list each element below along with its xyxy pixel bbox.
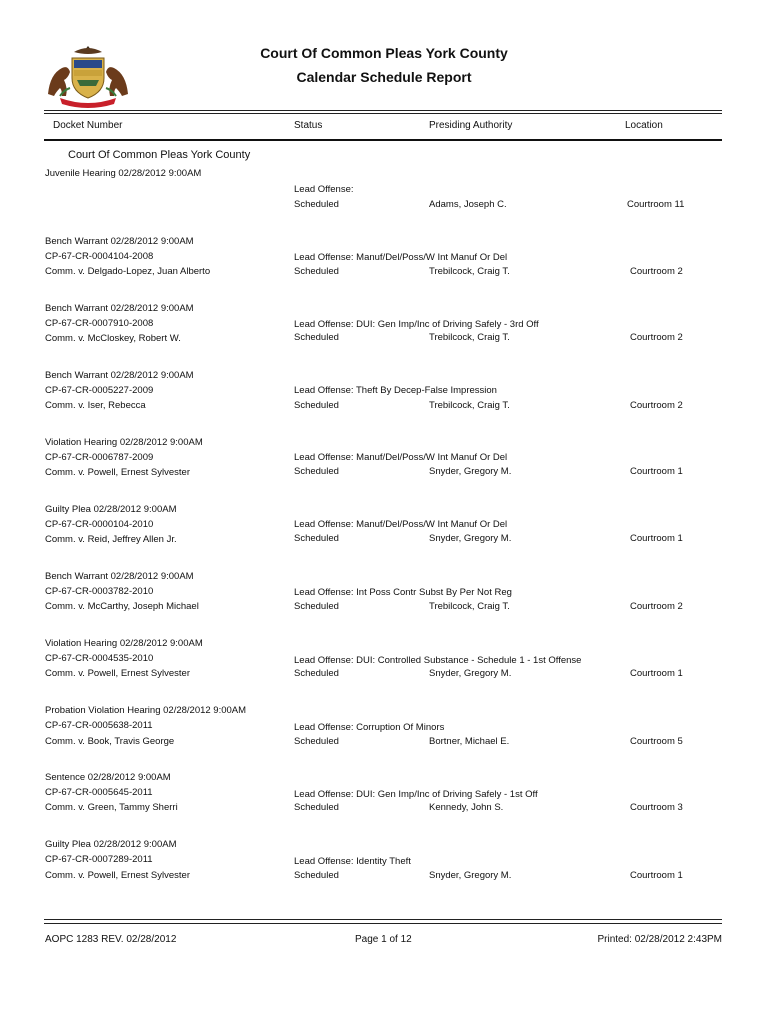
presiding-judge: Snyder, Gregory M. [429,870,512,881]
status-value: Scheduled [294,802,339,813]
schedule-entry [0,772,768,832]
docket-number: CP-67-CR-0007910-2008 [45,318,154,329]
lead-offense: Lead Offense: Identity Theft [294,856,411,867]
report-title: Calendar Schedule Report [296,69,472,85]
case-caption: Comm. v. Iser, Rebecca [45,400,146,411]
location-value: Courtroom 1 [630,533,683,544]
lead-offense: Lead Offense: [294,184,354,195]
presiding-judge: Snyder, Gregory M. [429,668,512,679]
presiding-judge: Snyder, Gregory M. [429,466,512,477]
status-value: Scheduled [294,466,339,477]
schedule-entry [0,303,768,363]
presiding-judge: Kennedy, John S. [429,802,504,813]
schedule-entry [0,504,768,564]
hearing-type-date: Guilty Plea 02/28/2012 9:00AM [45,504,177,515]
docket-number: CP-67-CR-0005645-2011 [45,787,153,798]
schedule-entry [0,236,768,296]
docket-number: CP-67-CR-0000104-2010 [45,519,154,530]
page-number: Page 1 of 12 [355,934,412,945]
hearing-type-date: Sentence 02/28/2012 9:00AM [45,772,171,783]
column-header-status: Status [294,120,323,131]
hearing-type-date: Probation Violation Hearing 02/28/2012 9:00AM [45,705,247,716]
lead-offense: Lead Offense: DUI: Controlled Substance - Schedule 1 - 1st Offense [294,655,582,666]
schedule-entry [0,839,768,899]
case-caption: Comm. v. McCloskey, Robert W. [45,333,181,344]
case-caption: Comm. v. Reid, Jeffrey Allen Jr. [45,534,177,545]
hearing-type-date: Juvenile Hearing 02/28/2012 9:00AM [45,168,202,179]
location-value: Courtroom 1 [630,668,683,679]
footer-rule-bottom [44,923,722,924]
printed-timestamp: Printed: 02/28/2012 2:43PM [597,934,722,945]
status-value: Scheduled [294,400,339,411]
hearing-type-date: Guilty Plea 02/28/2012 9:00AM [45,839,177,850]
docket-number: CP-67-CR-0006787-2009 [45,452,154,463]
location-value: Courtroom 1 [630,466,683,477]
hearing-type-date: Bench Warrant 02/28/2012 9:00AM [45,370,194,381]
case-caption: Comm. v. Powell, Ernest Sylvester [45,668,191,679]
docket-number: CP-67-CR-0005638-2011 [45,720,153,731]
schedule-entry [0,571,768,631]
status-value: Scheduled [294,736,339,747]
column-header-authority: Presiding Authority [429,120,513,131]
status-value: Scheduled [294,199,339,210]
schedule-entry [0,705,768,765]
presiding-judge: Trebilcock, Craig T. [429,332,510,343]
docket-number: CP-67-CR-0004104-2008 [45,251,154,262]
case-caption: Comm. v. McCarthy, Joseph Michael [45,601,199,612]
lead-offense: Lead Offense: DUI: Gen Imp/Inc of Driving Safely - 3rd Off [294,319,539,330]
case-caption: Comm. v. Delgado-Lopez, Juan Alberto [45,266,211,277]
lead-offense: Lead Offense: Theft By Decep-False Impression [294,385,497,396]
docket-number: CP-67-CR-0004535-2010 [45,653,154,664]
docket-number: CP-67-CR-0007289-2011 [45,854,153,865]
location-value: Courtroom 2 [630,601,683,612]
case-caption: Comm. v. Book, Travis George [45,736,175,747]
schedule-entry [0,437,768,497]
location-value: Courtroom 11 [627,199,685,210]
hearing-type-date: Bench Warrant 02/28/2012 9:00AM [45,571,194,582]
location-value: Courtroom 2 [630,400,683,411]
schedule-entry [0,370,768,430]
lead-offense: Lead Offense: Int Poss Contr Subst By Per Not Reg [294,587,512,598]
lead-offense: Lead Offense: Corruption Of Minors [294,722,445,733]
footer-rule-top [44,919,722,920]
column-header-location: Location [625,120,663,131]
header-rule-top [44,110,722,111]
column-header-docket: Docket Number [53,120,123,131]
lead-offense: Lead Offense: DUI: Gen Imp/Inc of Driving Safely - 1st Off [294,789,538,800]
status-value: Scheduled [294,533,339,544]
form-number: AOPC 1283 REV. 02/28/2012 [45,934,177,945]
presiding-judge: Bortner, Michael E. [429,736,510,747]
location-value: Courtroom 3 [630,802,683,813]
docket-number: CP-67-CR-0003782-2010 [45,586,154,597]
lead-offense: Lead Offense: Manuf/Del/Poss/W Int Manuf Or Del [294,519,508,530]
location-value: Courtroom 1 [630,870,683,881]
presiding-judge: Adams, Joseph C. [429,199,507,210]
case-caption: Comm. v. Powell, Ernest Sylvester [45,467,191,478]
status-value: Scheduled [294,601,339,612]
location-value: Courtroom 2 [630,332,683,343]
location-value: Courtroom 2 [630,266,683,277]
status-value: Scheduled [294,668,339,679]
schedule-entry [0,168,768,228]
presiding-judge: Snyder, Gregory M. [429,533,512,544]
case-caption: Comm. v. Green, Tammy Sherri [45,802,178,813]
case-caption: Comm. v. Powell, Ernest Sylvester [45,870,191,881]
status-value: Scheduled [294,266,339,277]
presiding-judge: Trebilcock, Craig T. [429,266,510,277]
presiding-judge: Trebilcock, Craig T. [429,601,510,612]
hearing-type-date: Violation Hearing 02/28/2012 9:00AM [45,638,203,649]
report-court-title: Court Of Common Pleas York County [260,45,508,61]
status-value: Scheduled [294,870,339,881]
schedule-entry [0,638,768,698]
header-rule-bottom [44,139,722,141]
hearing-type-date: Violation Hearing 02/28/2012 9:00AM [45,437,203,448]
docket-number: CP-67-CR-0005227-2009 [45,385,154,396]
hearing-type-date: Bench Warrant 02/28/2012 9:00AM [45,236,194,247]
location-value: Courtroom 5 [630,736,683,747]
section-title: Court Of Common Pleas York County [68,149,251,161]
status-value: Scheduled [294,332,339,343]
presiding-judge: Trebilcock, Craig T. [429,400,510,411]
lead-offense: Lead Offense: Manuf/Del/Poss/W Int Manuf Or Del [294,452,508,463]
hearing-type-date: Bench Warrant 02/28/2012 9:00AM [45,303,194,314]
header-rule-top-2 [44,113,722,114]
lead-offense: Lead Offense: Manuf/Del/Poss/W Int Manuf Or Del [294,252,508,263]
